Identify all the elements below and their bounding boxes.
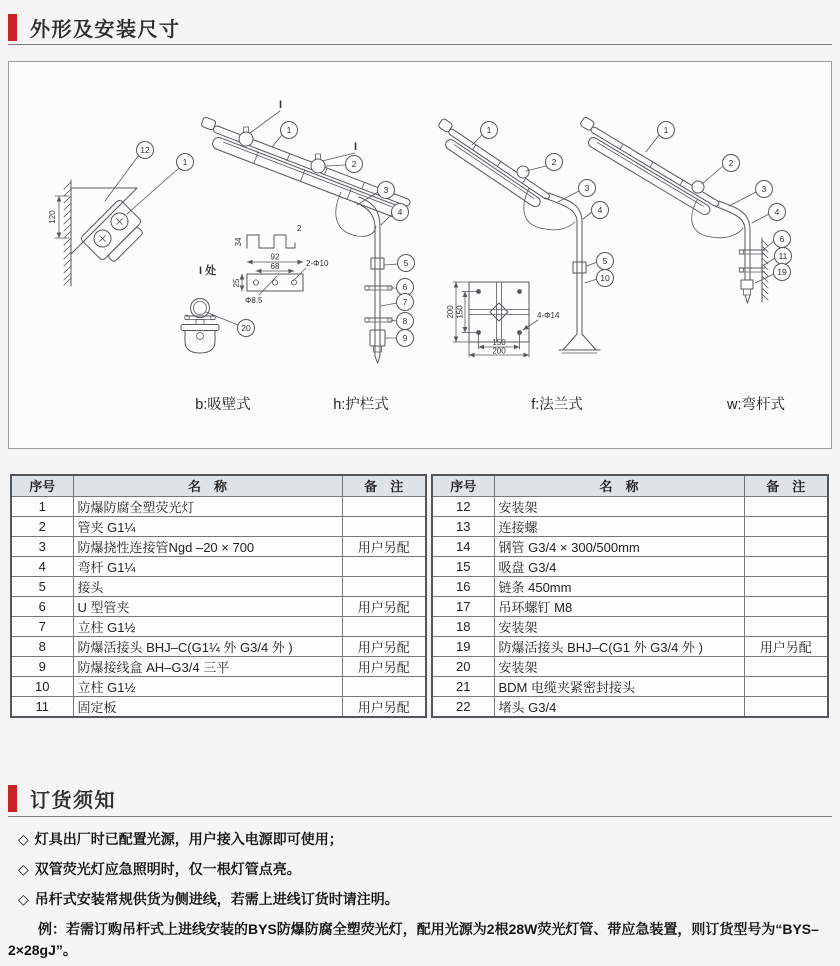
- table-row: [11, 536, 426, 556]
- svg-text:2: 2: [551, 157, 557, 167]
- section-header-dimensions: [8, 12, 832, 42]
- part-name: 堵头 G3/4: [494, 696, 744, 717]
- table-row: [11, 696, 426, 717]
- part-name: 防爆防腐全塑荧光灯: [73, 496, 342, 516]
- callout-8: [390, 313, 414, 330]
- parts-table-left: [10, 474, 427, 718]
- svg-text:5: 5: [602, 256, 608, 266]
- part-name: 连接螺: [494, 516, 744, 536]
- caption-flange: f:法兰式: [531, 397, 583, 413]
- parts-table-right: [431, 474, 829, 718]
- callout-19: [755, 264, 791, 284]
- svg-text:3: 3: [383, 185, 389, 195]
- table-row: [432, 516, 828, 536]
- part-note: 用户另配: [342, 636, 426, 656]
- table-row: [432, 536, 828, 556]
- part-no: 17: [432, 596, 494, 616]
- svg-text:200: 200: [492, 346, 506, 356]
- part-name: 链条 450mm: [494, 576, 744, 596]
- note-text: 灯具出厂时已配置光源，用户接入电源即可使用；: [34, 830, 343, 847]
- col-header-name: 名 称: [494, 475, 744, 496]
- svg-text:10: 10: [600, 273, 610, 283]
- part-note: [744, 616, 828, 636]
- part-name: 防爆挠性连接管Ngd –20 × 700: [73, 536, 342, 556]
- part-note: [342, 516, 426, 536]
- caption-wall-mount: b:吸壁式: [195, 397, 251, 413]
- note-item: [18, 859, 830, 880]
- drawing-guardrail-h: [195, 99, 415, 413]
- part-no: 12: [432, 496, 494, 516]
- part-name: 防爆活接头 BHJ–C(G1 外 G3/4 外 ): [494, 636, 744, 656]
- note-item: [18, 889, 830, 910]
- diamond-bullet-icon: ◇: [18, 830, 29, 847]
- callout-2: [526, 154, 563, 172]
- part-note: 用户另配: [342, 596, 426, 616]
- diamond-bullet-icon: ◇: [18, 890, 29, 907]
- part-name: 接头: [73, 576, 342, 596]
- callout-5: [587, 253, 614, 270]
- svg-text:34: 34: [234, 237, 243, 247]
- catalog-page: [0, 12, 840, 966]
- coupling: [573, 262, 586, 273]
- svg-text:6: 6: [779, 234, 785, 244]
- svg-text:12: 12: [140, 145, 150, 155]
- installation-drawings: [9, 62, 833, 448]
- svg-text:2-Φ10: 2-Φ10: [306, 259, 329, 268]
- part-note: 用户另配: [342, 656, 426, 676]
- table-row: [432, 616, 828, 636]
- part-no: 2: [11, 516, 73, 536]
- table-row: [432, 636, 828, 656]
- part-name: 吸盘 G3/4: [494, 556, 744, 576]
- callout-1: [472, 122, 498, 146]
- svg-text:25: 25: [232, 278, 241, 288]
- table-row: [11, 616, 426, 636]
- union-connector: [741, 280, 753, 303]
- callout-2: [702, 155, 740, 185]
- part-no: 4: [11, 556, 73, 576]
- svg-text:6: 6: [402, 282, 408, 292]
- part-name: 固定板: [73, 696, 342, 717]
- header-divider: [8, 44, 832, 45]
- dim-120: [48, 196, 69, 238]
- table-row: [11, 576, 426, 596]
- drawing-flange-f: [430, 118, 613, 413]
- part-no: 10: [11, 676, 73, 696]
- part-note: [342, 496, 426, 516]
- svg-text:19: 19: [777, 267, 787, 277]
- part-no: 20: [432, 656, 494, 676]
- svg-text:8: 8: [402, 316, 408, 326]
- table-row: [11, 636, 426, 656]
- part-no: 8: [11, 636, 73, 656]
- table-header-row: [432, 475, 828, 496]
- part-name: 管夹 G1¼: [73, 516, 342, 536]
- flange-plate-detail: [446, 282, 560, 357]
- detail-ref-I: I: [279, 99, 283, 111]
- detail-mounting-plate: [232, 253, 329, 306]
- callout-3: [357, 182, 395, 206]
- table-row: [432, 656, 828, 676]
- svg-text:1: 1: [486, 125, 492, 135]
- table-row: [11, 496, 426, 516]
- svg-text:200: 200: [446, 305, 455, 319]
- callout-4: [583, 202, 609, 220]
- part-note: [744, 496, 828, 516]
- part-name: 钢管 G3/4 × 300/500mm: [494, 536, 744, 556]
- part-no: 16: [432, 576, 494, 596]
- part-no: 18: [432, 616, 494, 636]
- part-name: 安装架: [494, 616, 744, 636]
- callout-10: [585, 270, 614, 287]
- table-row: [432, 496, 828, 516]
- part-note: [744, 516, 828, 536]
- svg-text:4: 4: [597, 205, 603, 215]
- svg-text:92: 92: [270, 252, 280, 262]
- part-no: 19: [432, 636, 494, 656]
- part-note: [744, 576, 828, 596]
- svg-text:Φ8.5: Φ8.5: [245, 296, 263, 305]
- callout-3: [729, 181, 773, 207]
- note-text: 双管荧光灯应急照明时，仅一根灯管点亮。: [34, 860, 301, 877]
- part-name: U 型管夹: [73, 596, 342, 616]
- table-row: [11, 676, 426, 696]
- svg-text:7: 7: [402, 297, 408, 307]
- part-note: [744, 656, 828, 676]
- part-note: [744, 596, 828, 616]
- part-note: 用户另配: [342, 696, 426, 717]
- diamond-bullet-icon: ◇: [18, 860, 29, 877]
- callout-6: [763, 231, 791, 251]
- col-header-note: 备 注: [342, 475, 426, 496]
- svg-text:9: 9: [402, 333, 408, 343]
- callout-5: [384, 255, 415, 272]
- svg-text:1: 1: [286, 125, 292, 135]
- svg-text:1: 1: [663, 125, 669, 135]
- svg-text:3: 3: [761, 184, 767, 194]
- part-no: 22: [432, 696, 494, 717]
- part-name: 弯杆 G1¼: [73, 556, 342, 576]
- flange-base: [559, 334, 600, 353]
- table-row: [432, 576, 828, 596]
- part-note: [342, 616, 426, 636]
- part-name: 防爆活接头 BHJ–C(G1¼ 外 G3/4 外 ): [73, 636, 342, 656]
- part-no: 21: [432, 676, 494, 696]
- callout-11: [764, 248, 792, 266]
- svg-text:120: 120: [48, 210, 57, 224]
- detail-lamp-front-view: [181, 299, 219, 354]
- part-note: 用户另配: [744, 636, 828, 656]
- svg-text:4: 4: [397, 207, 403, 217]
- part-no: 3: [11, 536, 73, 556]
- table-row: [432, 696, 828, 717]
- part-name: 防爆接线盒 AH–G3/4 三平: [73, 656, 342, 676]
- svg-text:4-Φ14: 4-Φ14: [537, 311, 560, 320]
- caption-bent-rod: w:弯杆式: [727, 397, 785, 413]
- part-note: [342, 576, 426, 596]
- note-example: 例：若需订购吊杆式上进线安装的BYS防爆防腐全塑荧光灯，配用光源为2根28W荧光灯管、带应急装置，则订货型号为“BYS–2×28gJ”。: [8, 920, 819, 958]
- table-row: [432, 556, 828, 576]
- table-header-row: [11, 475, 426, 496]
- callout-6: [390, 279, 414, 296]
- callout-2: [325, 156, 363, 173]
- svg-text:68: 68: [270, 262, 280, 271]
- part-note: 用户另配: [342, 536, 426, 556]
- section-title-ordering: 订货须知: [30, 790, 116, 812]
- col-header-note: 备 注: [744, 475, 828, 496]
- callout-1: [272, 122, 298, 148]
- wall-clamp-upper: [739, 250, 765, 254]
- red-accent-bar: [8, 14, 17, 41]
- lamp-body: [80, 199, 149, 268]
- table-row: [11, 556, 426, 576]
- part-note: [744, 676, 828, 696]
- detail-bracket-profile: [234, 224, 302, 248]
- header-divider: [8, 816, 832, 817]
- part-no: 14: [432, 536, 494, 556]
- part-name: 吊环螺钉 M8: [494, 596, 744, 616]
- callout-3: [558, 180, 596, 203]
- svg-text:2: 2: [728, 158, 734, 168]
- page-title: 外形及安装尺寸: [30, 18, 181, 41]
- svg-text:1: 1: [182, 157, 188, 167]
- part-no: 6: [11, 596, 73, 616]
- rail-clamp-lower: [365, 318, 393, 323]
- parts-tables: [10, 474, 840, 718]
- svg-text:3: 3: [584, 183, 590, 193]
- col-header-no: 序号: [432, 475, 494, 496]
- detail-ref-I: I: [354, 141, 358, 153]
- svg-text:2: 2: [351, 159, 357, 169]
- part-note: [744, 556, 828, 576]
- table-row: [432, 676, 828, 696]
- part-note: [744, 536, 828, 556]
- junction-box: [370, 330, 385, 352]
- part-name: 立柱 G1½: [73, 616, 342, 636]
- part-no: 13: [432, 516, 494, 536]
- coupling: [371, 258, 384, 269]
- ordering-notes: [8, 829, 830, 961]
- part-note: [342, 556, 426, 576]
- part-name: 安装架: [494, 656, 744, 676]
- svg-text:150: 150: [455, 305, 465, 319]
- red-accent-bar: [8, 785, 17, 812]
- part-no: 1: [11, 496, 73, 516]
- table-row: [11, 656, 426, 676]
- part-no: 11: [11, 696, 73, 717]
- table-row: [11, 596, 426, 616]
- rail-clamp-upper: [365, 286, 393, 291]
- diagram-box: [8, 61, 832, 449]
- part-note: [342, 676, 426, 696]
- svg-text:5: 5: [403, 258, 409, 268]
- note-item: [18, 829, 830, 850]
- table-row: [11, 516, 426, 536]
- svg-text:20: 20: [241, 323, 251, 333]
- note-text: 吊杆式安装常规供货为侧进线，若需上进线订货时请注明。: [34, 890, 399, 907]
- part-no: 5: [11, 576, 73, 596]
- col-header-name: 名 称: [73, 475, 342, 496]
- part-note: [744, 696, 828, 717]
- wall-clamp-lower: [739, 268, 765, 272]
- lamp-body: [195, 117, 413, 221]
- callout-7: [381, 294, 414, 311]
- part-no: 9: [11, 656, 73, 676]
- part-no: 7: [11, 616, 73, 636]
- callout-12: [105, 142, 154, 202]
- drawing-wall-mount-b: [48, 142, 329, 414]
- svg-text:4: 4: [774, 207, 780, 217]
- svg-text:11: 11: [778, 251, 788, 261]
- part-name: 安装架: [494, 496, 744, 516]
- detail-label-I: I 处: [199, 265, 217, 277]
- svg-text:150: 150: [492, 338, 506, 347]
- caption-guardrail: h:护栏式: [333, 397, 389, 413]
- table-row: [432, 596, 828, 616]
- callout-1: [127, 154, 194, 215]
- callout-4: [752, 204, 786, 224]
- part-name: 立柱 G1½: [73, 676, 342, 696]
- svg-text:2: 2: [297, 224, 302, 233]
- col-header-no: 序号: [11, 475, 73, 496]
- part-name: BDM 电缆夹紧密封接头: [494, 676, 744, 696]
- part-no: 15: [432, 556, 494, 576]
- callout-1: [646, 122, 675, 153]
- section-header-ordering: [8, 784, 832, 814]
- callout-9: [386, 330, 414, 347]
